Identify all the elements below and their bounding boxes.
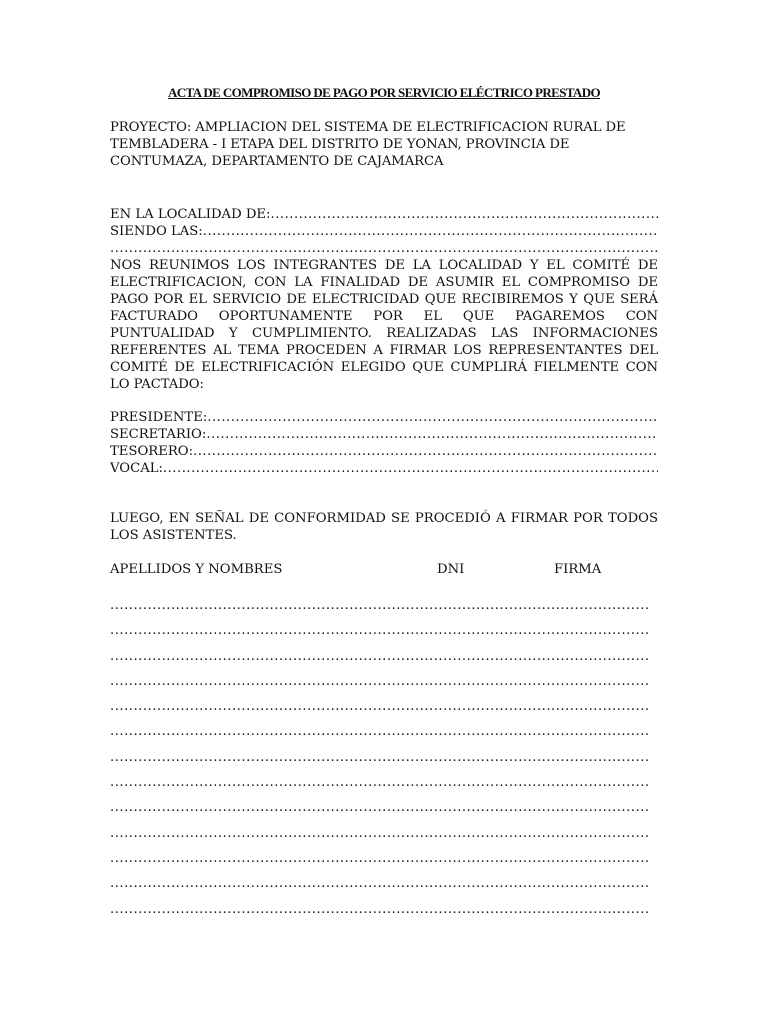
signature-blank: [110, 875, 650, 900]
signature-blank: [110, 723, 650, 748]
header-firma: FIRMA: [554, 562, 602, 577]
document-page: [110, 84, 658, 926]
committee-officers: [110, 409, 658, 477]
signature-row: [110, 648, 650, 673]
document-title: ACTA DE COMPROMISO DE PAGO POR SERVICIO ELÉCTRICO PRESTADO: [167, 85, 601, 100]
localidad-blank: [271, 206, 659, 223]
conformity-paragraph: LUEGO, EN SEÑAL DE CONFORMIDAD SE PROCEDIÓ A FIRMAR POR TODOS LOS ASISTENTES.: [110, 511, 658, 543]
signature-row: [110, 597, 650, 622]
signature-blank: [110, 648, 650, 673]
officer-line-secretario: [110, 426, 658, 443]
signature-blank: [110, 774, 650, 799]
officer-blank-presidente: [207, 409, 658, 426]
signature-row: [110, 698, 650, 723]
localidad-label: EN LA LOCALIDAD DE:: [110, 207, 271, 222]
signature-row: [110, 673, 650, 698]
commitment-paragraph: NOS REUNIMOS LOS INTEGRANTES DE LA LOCALIDAD Y EL COMITÉ DE ELECTRIFICACION, CON LA FINALIDAD DE ASUMIR EL COMPROMISO DE PAGO POR EL SERVICIO DE ELECTRICIDAD QUE RECIBIREMOS Y QUE SERÁ FACTURADO OPORTUNAMENTE POR EL QUE PAGAREMOS CON PUNTUALIDAD Y CUMPLIMIENTO. REALIZADAS LAS INFORMACIONES REFERENTES AL TEMA PROCEDEN A FIRMAR LOS REPRESENTANTES DEL COMITÉ DE ELECTRIFICACIÓN ELEGIDO QUE CUMPLIRÁ FIELMENTE CON LO PACTADO:: [110, 258, 658, 392]
signature-blank: [110, 622, 650, 647]
signature-row: [110, 622, 650, 647]
signature-row: [110, 850, 650, 875]
signature-blank: [110, 673, 650, 698]
siendo-line: [110, 223, 658, 240]
siendo-blank: [203, 223, 658, 240]
siendo-continuation-blank: [110, 240, 658, 257]
officer-blank-tesorero: [193, 443, 658, 460]
officer-blank-vocal: [163, 460, 658, 477]
siendo-continuation-line: [110, 240, 658, 257]
header-names: APELLIDOS Y NOMBRES: [110, 562, 283, 577]
officer-line-tesorero: [110, 443, 658, 460]
project-description: PROYECTO: AMPLIACION DEL SISTEMA DE ELECTRIFICACION RURAL DE TEMBLADERA - I ETAPA DEL DISTRITO DE YONAN, PROVINCIA DE CONTUMAZA, DEPARTAMENTO DE CAJAMARCA: [110, 120, 626, 169]
signature-blank: [110, 850, 650, 875]
signature-blank: [110, 799, 650, 824]
officer-label-vocal: VOCAL:: [110, 461, 163, 476]
signature-row: [110, 901, 650, 926]
signature-row: [110, 875, 650, 900]
signature-blank: [110, 698, 650, 723]
officer-label-secretario: SECRETARIO:: [110, 427, 207, 442]
signature-row: [110, 825, 650, 850]
signature-row: [110, 749, 650, 774]
signature-blank: [110, 825, 650, 850]
signature-table-headers: [110, 561, 658, 578]
signature-blank: [110, 749, 650, 774]
signature-row: [110, 723, 650, 748]
officer-line-presidente: [110, 409, 658, 426]
officer-label-tesorero: TESORERO:: [110, 444, 194, 459]
signature-row: [110, 774, 650, 799]
header-dni: DNI: [437, 562, 465, 577]
signature-rows: [110, 597, 658, 926]
signature-blank: [110, 597, 650, 622]
officer-line-vocal: [110, 460, 658, 477]
signature-row: [110, 799, 650, 824]
officer-blank-secretario: [206, 426, 658, 443]
signature-blank: [110, 901, 650, 926]
siendo-label: SIENDO LAS:: [110, 224, 203, 239]
localidad-line: [110, 206, 658, 223]
officer-label-presidente: PRESIDENTE:: [110, 410, 208, 425]
